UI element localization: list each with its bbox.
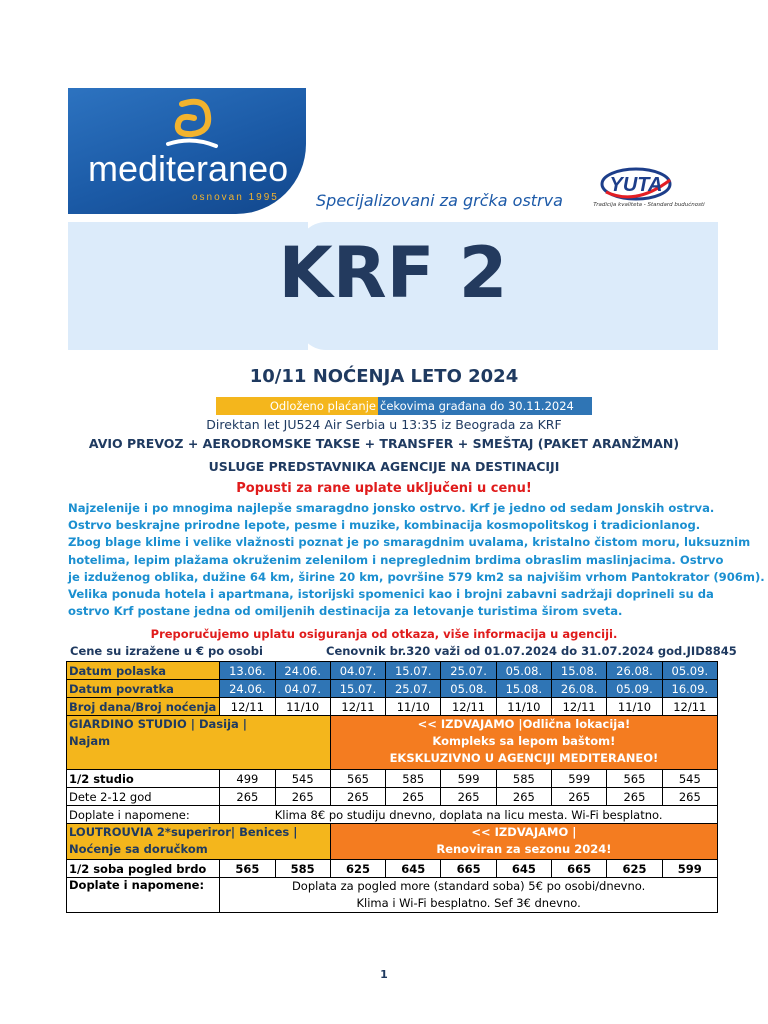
days-value: 11/10 [607,698,662,716]
return-date: 05.09. [607,680,662,698]
price-cell: 585 [275,860,330,878]
notes-line: Doplata za pogled more (standard soba) 5€ po osobi/dnevno. [291,879,646,893]
mediteraneo-logo [68,88,306,214]
price-cell: 565 [607,770,662,788]
page-title: KRF 2 [278,232,508,314]
hotel1-highlight-line: EKSKLUZIVNO U AGENCIJI MEDITERANEO! [389,751,659,765]
departure-date: 04.07. [330,662,385,680]
days-value: 11/10 [386,698,441,716]
price-cell: 665 [552,860,607,878]
price-cell: 665 [441,860,496,878]
notes-label: Doplate i napomene: [67,806,220,824]
room-type-label: 1/2 soba pogled brdo [67,860,220,878]
days-value: 11/10 [496,698,551,716]
departure-date: 15.07. [386,662,441,680]
price-cell: 599 [552,770,607,788]
insurance-notice: Preporučujemo uplatu osiguranja od otkaza, više informacija u agenciji. [150,627,618,641]
return-date: 04.07. [275,680,330,698]
price-cell: 585 [496,770,551,788]
yuta-subtitle: Tradicija kvaliteta - Standard budućnosti [593,202,705,208]
price-cell: 265 [662,788,717,806]
notes-text: Klima 8€ po studiju dnevno, doplata na licu mesta. Wi-Fi besplatno. [220,806,718,824]
destination-description [68,500,765,620]
days-value: 12/11 [220,698,275,716]
price-cell: 545 [275,770,330,788]
price-cell: 645 [386,860,441,878]
room-type-label: 1/2 studio [67,770,220,788]
description-line: Velika ponuda hotela i apartmana, istorijski spomenici kao i brojni zabavni sadržaji doprineli su da [68,587,714,602]
departure-date: 05.08. [496,662,551,680]
hotel2-name-line: LOUTROUVIA 2*superiror| Benices | [69,825,298,839]
tagline: Specijalizovani za grčka ostrva [316,191,563,210]
return-date: 16.09. [662,680,717,698]
price-cell: 265 [386,788,441,806]
days-value: 12/11 [330,698,385,716]
hotel2-highlight-line: Renoviran za sezonu 2024! [436,842,612,856]
payment-banner [216,397,592,415]
hotel1-highlight [330,716,717,770]
hotel1-highlight-line: << IZDVAJAMO |Odlična lokacija! [417,717,631,731]
price-cell: 545 [662,770,717,788]
days-label: Broj dana/Broj noćenja [67,698,220,716]
price-cell: 265 [496,788,551,806]
table-row [67,788,718,806]
return-date: 15.08. [496,680,551,698]
services-info: USLUGE PREDSTAVNIKA AGENCIJE NA DESTINACIJI [208,459,560,474]
hotel1-board-line: Najam [69,734,111,748]
days-value: 12/11 [441,698,496,716]
description-line: je izduženog oblika, dužine 64 km, širine 20 km, površine 579 km2 sa najvišim vrhom Pantokrator (906m). [68,569,765,584]
hotel2-board-line: Noćenje sa doručkom [69,842,208,856]
return-date: 15.07. [330,680,385,698]
package-info: AVIO PREVOZ + AERODROMSKE TAKSE + TRANSFER + SMEŠTAJ (PAKET ARANŽMAN) [88,436,680,451]
hotel2-highlight [330,824,717,860]
return-label: Datum povratka [67,680,220,698]
hotel1-name [67,716,331,770]
days-row [67,698,718,716]
price-cell: 625 [330,860,385,878]
prices-currency-note: Cene su izražene u € po osobi [70,644,263,658]
yuta-emblem-icon [584,166,714,202]
room-type-label: Dete 2-12 god [67,788,220,806]
price-cell: 265 [552,788,607,806]
price-cell: 599 [441,770,496,788]
price-cell: 265 [330,788,385,806]
notes-text [220,878,718,913]
table-row [67,770,718,788]
price-cell: 585 [386,770,441,788]
departure-date: 24.06. [275,662,330,680]
hotel1-header-row [67,716,718,770]
description-line: Ostrvo beskrajne prirodne lepote, pesme i muzike, kombinacija kosmopolitskog i tradicionlanog. [68,518,701,533]
price-cell: 565 [220,860,275,878]
return-row [67,680,718,698]
hotel2-highlight-line: << IZDVAJAMO | [471,825,577,839]
departure-date: 26.08. [607,662,662,680]
price-cell: 645 [496,860,551,878]
price-table [66,661,718,913]
description-line: hotelima, lepim plažama okruženim zelenilom i nepreglednim brdima obraslim maslinjacima. Ostrvo [68,552,724,567]
days-value: 12/11 [662,698,717,716]
return-date: 25.07. [386,680,441,698]
departure-date: 25.07. [441,662,496,680]
days-value: 11/10 [275,698,330,716]
departure-date: 15.08. [552,662,607,680]
yuta-logo-text: YUTA [609,174,663,196]
payment-label: Odloženo plaćanje [216,397,378,415]
hotel2-header-row [67,824,718,860]
hotel1-name-line: GIARDINO STUDIO | Dasija | [69,717,247,731]
price-cell: 599 [662,860,717,878]
logo-subtitle: osnovan 1995 [192,192,279,203]
description-line: Zbog blage klime i velike vlažnosti poznat je po smaragdnim uvalama, kristalno čistom moru, luksuznim [68,535,751,550]
days-value: 12/11 [552,698,607,716]
departure-date: 05.09. [662,662,717,680]
description-line: ostrvo Krf postane jedna od omiljenih destinacija za letovanje turistima širom sveta. [68,604,623,619]
departure-label: Datum polaska [67,662,220,680]
flight-info: Direktan let JU524 Air Serbia u 13:35 iz Beograda za KRF [206,417,562,432]
logo-wordmark: mediteraneo [88,148,289,189]
hotel2-notes-row [67,878,718,913]
description-line: Najzelenije i po mnogima najlepše smaragdno jonsko ostrvo. Krf je jedno od sedam Jonskih ostrva. [68,501,715,515]
price-cell: 499 [220,770,275,788]
return-date: 24.06. [220,680,275,698]
return-date: 26.08. [552,680,607,698]
price-table-body [67,662,718,913]
page-number: 1 [380,968,388,981]
price-info-row [68,644,737,660]
price-cell: 265 [607,788,662,806]
price-cell: 625 [607,860,662,878]
yuta-logo [584,166,714,216]
hotel1-highlight-line: Kompleks sa lepom baštom! [432,734,616,748]
hotel1-notes-row [67,806,718,824]
payment-detail: čekovima građana do 30.11.2024 [378,397,592,415]
return-date: 05.08. [441,680,496,698]
notes-line: Klima i Wi-Fi besplatno. Sef 3€ dnevno. [356,896,581,910]
price-cell: 265 [220,788,275,806]
pricelist-validity: Cenovnik br.320 važi od 01.07.2024 do 31.07.2024 god.JID8845 [326,644,737,658]
notes-label: Doplate i napomene: [67,878,220,913]
nights-title: 10/11 NOĆENJA LETO 2024 [249,366,519,387]
hotel2-name [67,824,331,860]
discount-notice: Popusti za rane uplate uključeni u cenu! [236,481,532,496]
departure-date: 13.06. [220,662,275,680]
departure-row [67,662,718,680]
table-row [67,860,718,878]
price-cell: 265 [441,788,496,806]
price-cell: 265 [275,788,330,806]
price-cell: 565 [330,770,385,788]
